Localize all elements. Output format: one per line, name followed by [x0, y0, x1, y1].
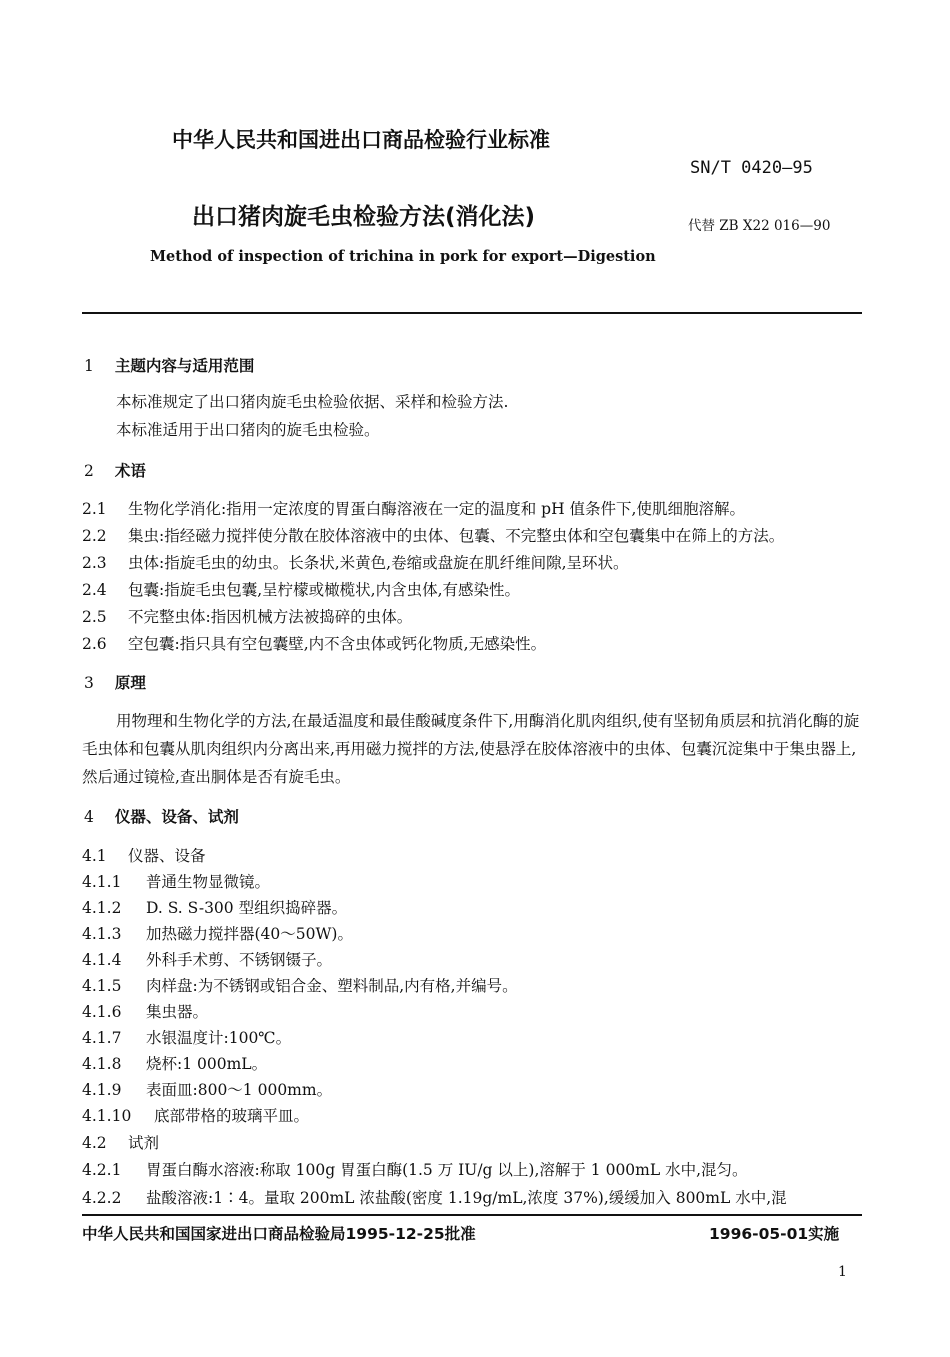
- section-2-number: 2: [84, 462, 94, 480]
- document-title-cn: 出口猪肉旋毛虫检验方法(消化法): [192, 204, 536, 230]
- equipment-subheading: 4.1 仪器、设备: [82, 847, 206, 865]
- reagent-item: 4.2.1 胃蛋白酶水溶液:称取 100g 胃蛋白酶(1.5 万 IU/g 以上),溶解于 1 000mL 水中,混匀。: [82, 1161, 748, 1179]
- section-1-line-1: 本标准规定了出口猪肉旋毛虫检验依据、采样和检验方法.: [116, 393, 509, 411]
- section-4-number: 4: [84, 808, 94, 826]
- section-1-heading: [84, 354, 254, 376]
- standard-code-text: SN/T 0420—95: [690, 158, 813, 178]
- term-item: 2.4 包囊:指旋毛虫包囊,呈柠檬或橄榄状,内含虫体,有感染性。: [82, 581, 521, 599]
- term-item: 2.3 虫体:指旋毛虫的幼虫。长条状,米黄色,卷缩或盘旋在肌纤维间隙,呈环状。: [82, 554, 629, 572]
- section-3-number: 3: [84, 674, 94, 692]
- equipment-item: 4.1.1 普通生物显微镜。: [82, 873, 271, 891]
- term-item: 2.2 集虫:指经磁力搅拌使分散在胶体溶液中的虫体、包囊、不完整虫体和空包囊集中在筛上的方法。: [82, 527, 785, 545]
- section-4-title: 仪器、设备、试剂: [114, 808, 239, 826]
- section-2-heading: [84, 459, 146, 481]
- term-item: 2.5 不完整虫体:指因机械方法被捣碎的虫体。: [82, 608, 413, 626]
- principle-paragraph: 用物理和生物化学的方法,在最适温度和最佳酸碱度条件下,用酶消化肌肉组织,使有坚韧角质层和抗消化酶的旋毛虫体和包囊从肌肉组织内分离出来,再用磁力搅拌的方法,使悬浮在胶体溶液中的虫体、包囊沉淀集中于集虫器上,然后通过镜检,查出胴体是否有旋毛虫。: [82, 712, 860, 786]
- issuing-standard-title: 中华人民共和国进出口商品检验行业标准: [172, 128, 550, 152]
- equipment-item: 4.1.4 外科手术剪、不锈钢镊子。: [82, 951, 333, 969]
- section-1-number: 1: [84, 357, 94, 375]
- equipment-item: 4.1.9 表面皿:800～1 000mm。: [82, 1081, 333, 1099]
- reagents-subheading: 4.2 试剂: [82, 1134, 160, 1152]
- section-1-line-2: 本标准适用于出口猪肉的旋毛虫检验。: [116, 421, 380, 439]
- replaces-note: 代替 ZB X22 016—90: [688, 218, 831, 234]
- equipment-item: 4.1.2 D. S. S-300 型组织捣碎器。: [82, 899, 348, 917]
- equipment-item: 4.1.3 加热磁力搅拌器(40～50W)。: [82, 925, 353, 943]
- section-3-title: 原理: [114, 674, 146, 692]
- section-4-heading: [84, 805, 239, 827]
- effective-date: 1996-05-01实施: [709, 1225, 840, 1243]
- term-item: 2.1 生物化学消化:指用一定浓度的胃蛋白酶溶液在一定的温度和 pH 值条件下,使肌细胞溶解。: [82, 500, 745, 518]
- standard-code: [690, 158, 813, 178]
- equipment-item: 4.1.6 集虫器。: [82, 1003, 209, 1021]
- equipment-item: 4.1.5 肉样盘:为不锈钢或铝合金、塑料制品,内有格,并编号。: [82, 977, 518, 995]
- page-number: 1: [838, 1264, 847, 1280]
- document-title-en: Method of inspection of trichina in pork for export—Digestion: [150, 248, 656, 265]
- header-rule: [82, 312, 862, 314]
- equipment-item: 4.1.10 底部带格的玻璃平皿。: [82, 1107, 310, 1125]
- reagent-item: 4.2.2 盐酸溶液:1∶4。量取 200mL 浓盐酸(密度 1.19g/mL,浓度 37%),缓缓加入 800mL 水中,混: [82, 1189, 787, 1207]
- equipment-item: 4.1.7 水银温度计:100℃。: [82, 1029, 292, 1047]
- term-item: 2.6 空包囊:指只具有空包囊壁,内不含虫体或钙化物质,无感染性。: [82, 635, 547, 653]
- footer-rule: [82, 1214, 862, 1216]
- section-1-title: 主题内容与适用范围: [114, 357, 255, 375]
- equipment-item: 4.1.8 烧杯:1 000mL。: [82, 1055, 268, 1073]
- section-3-heading: [84, 671, 146, 693]
- section-2-title: 术语: [114, 462, 146, 480]
- approval-line: 中华人民共和国国家进出口商品检验局1995-12-25批准: [82, 1225, 476, 1243]
